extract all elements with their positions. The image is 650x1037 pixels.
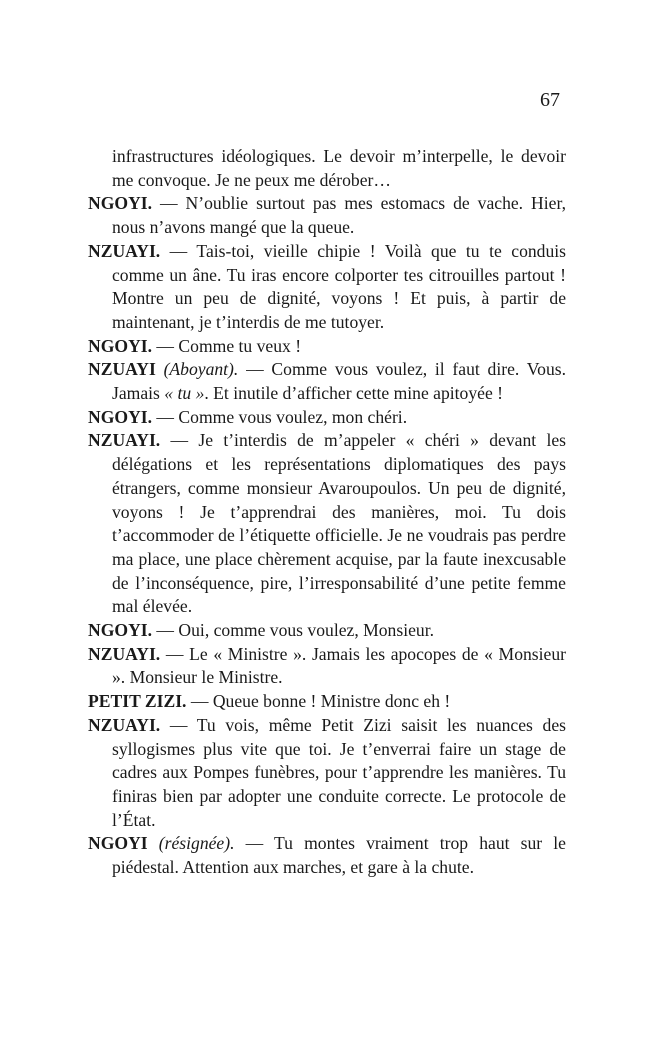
speaker-name: NGOYI. xyxy=(88,193,153,214)
speech-text: infrastructures idéologiques. Le devoir m’interpelle, le devoir me convoque. Je ne peux me dérober… xyxy=(112,146,566,190)
speech-text: — Tu vois, même Petit Zizi saisit les nuances des syllogismes plus vite que toi. Je t’enverrai faire un stage de cadres aux Pompes funèbres, pour t’apprendre les manières. Tu finiras bien par adopter une conduite correcte. Le protocole de l’État. xyxy=(112,714,566,830)
play-text xyxy=(88,145,566,880)
speech-text-after: . Et inutile d’afficher cette mine apitoyée ! xyxy=(204,383,504,404)
stage-direction: (résignée). xyxy=(158,833,235,854)
speaker-name: NGOYI. xyxy=(88,406,153,427)
speaker-name: NGOYI. xyxy=(88,335,153,356)
quoted-word: « tu » xyxy=(164,383,205,404)
speech-text: — Queue bonne ! Ministre donc eh ! xyxy=(186,691,451,712)
speech-text: — Tu montes vraiment trop haut sur le piédestal. Attention aux marches, et gare à la chute. xyxy=(112,833,566,878)
speech-text: — N’oublie surtout pas mes estomacs de vache. Hier, nous n’avons mangé que la queue. xyxy=(112,193,566,238)
speech-ngoyi-3 xyxy=(88,406,566,430)
speech-text: — Comme vous voulez, il faut dire. Vous. Jamais xyxy=(112,359,566,404)
speaker-name: NGOYI xyxy=(88,833,148,854)
speaker-name: PETIT ZIZI. xyxy=(88,691,187,712)
speech-nzuayi-5 xyxy=(88,714,566,833)
speaker-name: NGOYI. xyxy=(88,620,153,641)
speech-nzuayi-2 xyxy=(88,358,566,405)
speech-ngoyi-4 xyxy=(88,619,566,643)
speaker-name: NZUAYI. xyxy=(88,430,161,451)
continuation-paragraph xyxy=(88,145,566,192)
speaker-name: NZUAYI xyxy=(88,359,156,380)
speech-nzuayi-4 xyxy=(88,643,566,690)
speech-text: — Oui, comme vous voulez, Monsieur. xyxy=(152,620,434,641)
speech-ngoyi-2 xyxy=(88,335,566,359)
speech-text: — Comme tu veux ! xyxy=(152,335,302,356)
speech-nzuayi-1 xyxy=(88,240,566,335)
page-number: 67 xyxy=(540,89,560,111)
speech-text: — Tais-toi, vieille chipie ! Voilà que tu te conduis comme un âne. Tu iras encore colporter tes citrouilles partout ! Montre un peu de dignité, voyons ! Et puis, à partir de maintenant, je t’interdis de me tutoyer. xyxy=(112,240,566,332)
speech-petit-zizi-1 xyxy=(88,690,566,714)
speech-ngoyi-5 xyxy=(88,832,566,879)
speaker-name: NZUAYI. xyxy=(88,714,161,735)
speaker-name: NZUAYI. xyxy=(88,240,161,261)
speech-text: — Comme vous voulez, mon chéri. xyxy=(152,406,408,427)
speech-nzuayi-3 xyxy=(88,429,566,619)
speaker-name: NZUAYI. xyxy=(88,643,161,664)
speech-text: — Je t’interdis de m’appeler « chéri » devant les délégations et les représentations diplomatiques des pays étrangers, comme monsieur Avaroupoulos. Un peu de dignité, voyons ! Je t’apprendrai des manières, moi. Tu dois t’accommoder de l’étiquette officielle. Je ne voudrais pas perdre ma place, une place chèrement acquise, par la faute inexcusable de l’inconséquence, pire, l’irresponsabilité d’une petite femme mal élevée. xyxy=(112,430,566,617)
stage-direction: (Aboyant). xyxy=(163,359,239,380)
speech-text: — Le « Ministre ». Jamais les apocopes de « Monsieur ». Monsieur le Ministre. xyxy=(112,643,566,688)
speech-ngoyi-1 xyxy=(88,192,566,239)
